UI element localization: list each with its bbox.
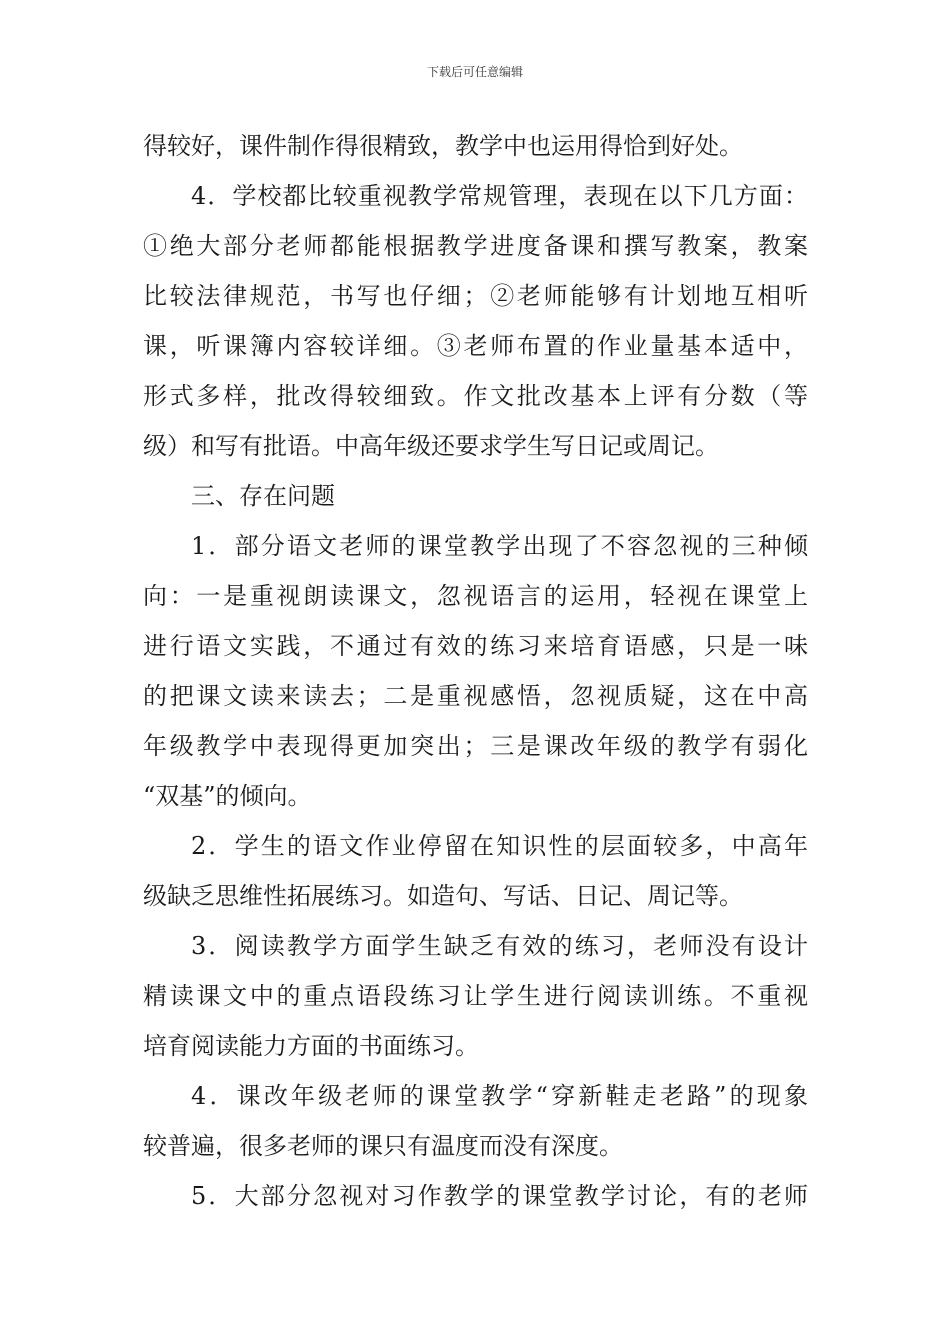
text-line: 3．阅读教学方面学生缺乏有效的练习，老师没有设计 (191, 932, 808, 960)
text-line: 得较好，课件制作得很精致，教学中也运用得恰到好处。 (143, 132, 743, 160)
text-line: ①绝大部分老师都能根据教学进度备课和撰写教案，教案 (143, 232, 808, 260)
text-line: 形式多样，批改得较细致。作文批改基本上评有分数（等 (143, 382, 808, 410)
text-line: 5．大部分忽视对习作教学的课堂教学讨论，有的老师 (191, 1182, 808, 1210)
text-line: 比较法律规范，书写也仔细；②老师能够有计划地互相听 (143, 282, 808, 310)
text-line: “双基”的倾向。 (143, 782, 312, 810)
page-header: 下载后可任意编辑 (426, 65, 523, 79)
text-line: 进行语文实践，不通过有效的练习来培育语感，只是一味 (143, 632, 808, 660)
text-line: 精读课文中的重点语段练习让学生进行阅读训练。不重视 (143, 982, 808, 1010)
text-line: 培育阅读能力方面的书面练习。 (143, 1032, 479, 1060)
text-line: 级缺乏思维性拓展练习。如造句、写话、日记、周记等。 (143, 882, 743, 910)
section-heading: 三、存在问题 (191, 482, 335, 510)
document-body (143, 121, 808, 1221)
text-line: 4．课改年级老师的课堂教学“穿新鞋走老路”的现象 (191, 1082, 808, 1110)
text-line: 课，听课簿内容较详细。③老师布置的作业量基本适中， (143, 332, 808, 360)
text-line: 较普遍，很多老师的课只有温度而没有深度。 (143, 1132, 623, 1160)
text-line: 向：一是重视朗读课文，忽视语言的运用，轻视在课堂上 (143, 582, 808, 610)
text-line: 年级教学中表现得更加突出；三是课改年级的教学有弱化 (143, 732, 808, 760)
text-line: 的把课文读来读去；二是重视感悟，忽视质疑，这在中高 (143, 682, 808, 710)
text-line: 2．学生的语文作业停留在知识性的层面较多，中高年 (191, 832, 808, 860)
text-line: 1．部分语文老师的课堂教学出现了不容忽视的三种倾 (191, 532, 808, 560)
text-line: 4．学校都比较重视教学常规管理，表现在以下几方面： (191, 182, 808, 210)
text-line: 级）和写有批语。中高年级还要求学生写日记或周记。 (143, 432, 719, 460)
